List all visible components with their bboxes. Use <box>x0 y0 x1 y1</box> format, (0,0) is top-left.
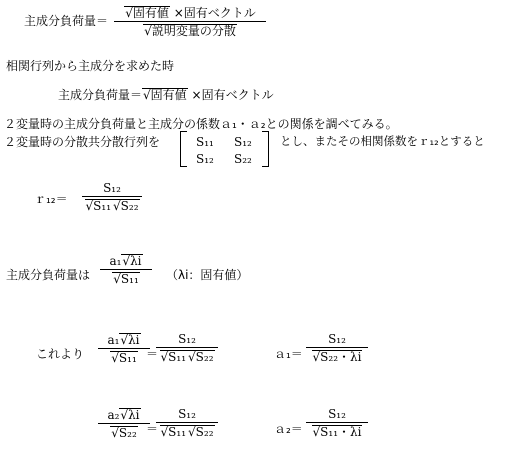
sqrt-s11: √ S₁₁ <box>85 199 113 212</box>
row1-fraction2 <box>156 333 218 363</box>
sqrt-s22: √ S₂₂ <box>112 199 140 212</box>
fraction-bar <box>114 21 266 22</box>
sqrt-eigenvalue: √ 固有値 <box>124 6 170 19</box>
matrix-right-bracket <box>262 131 269 167</box>
formula2-lhs: 主成分負荷量＝ <box>58 88 143 102</box>
row1-a1-lhs: ａ₁＝ <box>274 347 303 361</box>
row2-f3-num: S₁₂ <box>328 407 346 421</box>
matrix-m22: S₂₂ <box>234 152 252 166</box>
row2-fraction2 <box>156 408 218 438</box>
sqrt-s11-lambda: √ S₁₁・λi <box>312 425 363 438</box>
fraction-bar <box>82 196 142 197</box>
sqrt-s11: √ S₁₁ <box>160 425 188 438</box>
sqrt-s22: √ S₂₂ <box>187 425 215 438</box>
r12-lhs: ｒ₁₂＝ <box>34 192 68 206</box>
row2-fraction1 <box>98 408 150 439</box>
formula1-denominator <box>114 24 266 37</box>
row1-f2-num: S₁₂ <box>178 332 196 346</box>
row2-fraction3 <box>306 408 368 438</box>
formula1-lhs: 主成分負荷量＝ <box>24 14 109 28</box>
sqrt-variance: √ 説明変量の分散 <box>143 24 237 37</box>
sqrt-lambda: √ λi <box>121 254 142 267</box>
sqrt-s11: √ S₁₁ <box>112 272 140 285</box>
r12-fraction <box>82 182 142 212</box>
fraction-bar <box>98 348 150 349</box>
matrix-m12: S₁₂ <box>234 135 252 149</box>
matrix-m11: S₁₁ <box>196 135 214 149</box>
fraction-bar <box>306 347 368 348</box>
formula2-rhs: ×固有ベクトル <box>191 88 274 102</box>
formula1-num-eigenvector: ×固有ベクトル <box>173 6 256 20</box>
fraction-bar <box>100 269 152 270</box>
fraction-bar <box>98 423 150 424</box>
row2-a2-lhs: ａ₂＝ <box>274 422 303 436</box>
matrix-left-bracket <box>180 131 187 167</box>
formula1-fraction <box>114 6 266 37</box>
row1-prefix: これより <box>36 347 85 361</box>
row2-f2-num: S₁₂ <box>178 407 196 421</box>
sqrt-s22-lambda: √ S₂₂・λi <box>312 350 363 363</box>
row2-a2: a₂ <box>107 408 120 422</box>
loading-a1: a₁ <box>109 254 122 268</box>
sqrt-s22: √ S₂₂ <box>110 426 138 439</box>
loading-note: （λi：固有値） <box>166 268 249 282</box>
sentence2-before: ２変量時の分散共分散行列を <box>4 135 161 149</box>
sqrt-lambda: √ λi <box>119 408 140 421</box>
r12-numerator: S₁₂ <box>103 181 121 195</box>
row1-f3-num: S₁₂ <box>328 332 346 346</box>
r12-denominator <box>82 199 142 212</box>
loading-label: 主成分負荷量は <box>6 268 91 282</box>
sqrt-lambda: √ λi <box>119 333 140 346</box>
sqrt-s22: √ S₂₂ <box>187 350 215 363</box>
row1-equals: ＝ <box>146 347 159 361</box>
sqrt-s11: √ S₁₁ <box>160 350 188 363</box>
sentence2-after: とし、またその相関係数をｒ₁₂とすると <box>280 134 485 148</box>
row1-fraction3 <box>306 333 368 363</box>
loading-numerator <box>100 254 152 267</box>
row1-fraction1 <box>98 333 150 364</box>
sentence1: ２変量時の主成分負荷量と主成分の係数ａ₁・ａ₂との関係を調べてみる。 <box>4 117 398 131</box>
fraction-bar <box>156 422 218 423</box>
formula2-sqrt: √ 固有値 <box>142 88 188 101</box>
loading-fraction <box>100 254 152 285</box>
corr-heading: 相関行列から主成分を求めた時 <box>6 59 175 73</box>
formula2 <box>58 88 274 101</box>
sqrt-s11: √ S₁₁ <box>110 351 138 364</box>
row1-a1: a₁ <box>107 333 120 347</box>
fraction-bar <box>156 347 218 348</box>
formula1-numerator <box>114 6 266 19</box>
row2-equals: ＝ <box>146 422 159 436</box>
matrix-m21: S₁₂ <box>196 152 214 166</box>
fraction-bar <box>306 422 368 423</box>
